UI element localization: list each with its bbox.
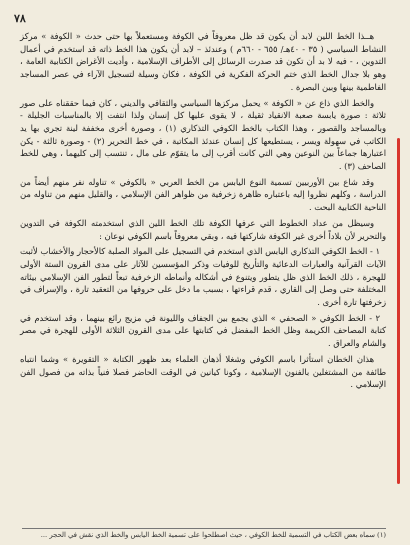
- paragraph-5: ١ - الخط الكوفي التذكاري اليابس الذي استخدم في التسجيل على المواد الصلبة كالأحجار والأخشاب لأثبت الآيات القرآنية والعبارات الدعائية والتأريخ للوفيات وذكر المؤسسين للآثار على مدى القرون الستة الأولى للهجرة ، ذلك الخط الذي ظل يتطور ويتنوع في أشكاله وأنماطه الزخرفية تبعاً لتطور الفن الإسلامي بيئاته المختلفة حتى وصل إلى القاري ، قدم قراءتها ، بسبب ما دخل على حروفها من التعقيد تارة ، والإسراف في زخرفتها تارة أخرى .: [20, 246, 386, 308]
- paragraph-6: ٢ - الخط الكوفي « الصحفي » الذي يجمع بين الجفاف والليونة في مزيج رائع بينهما ، وقد استخدم في كتابة المصاحف الكريمة وظل الخط المفضل في كتابتها على مدى القرون الثلاثة الأولى للهجرة في مصر والشام والعراق .: [20, 312, 386, 349]
- paragraph-1: هــذا الخط اللين لابد أن يكون قد ظل معروفاً في الكوفة ومستعملاً بها حتى حدث « الكوفة » مركز النشاط السياسي ( ٣٥ - ٤٠هـ/ ٦٥٥ - ٦٦٠م ) وعندئذ – لابد أن يكون هذا الخط ذاته قد استخدم في أعمال التدوين ، - فيه لا بد أن تكون قد صدرت الرسائل إلى الأطراف الإسلامية ، وأديت الأغراض الكتابية العامة ، وهو بلا جدال الخط الذي ختم الحركة الفكرية في الكوفة ، فكان وسيلة لتسجيل الآراء في عصر المساجد الفاطمية بينها وبين البصرة .: [20, 31, 386, 92]
- paragraph-2: والخط الذي ذاع عن « الكوفة » يحمل مركزها السياسي والثقافي والديني ، كان فيما حققناه على صور ثلاثة : صورة يابسة صعبة الانقياد ثقيلة ، لا يقوى عليها كل إنسان ولذا انتفت إلا بالمناسبات الجليلة - وبالمساجد والقصور ، وهذا الكتاب بالخط الكوفي التذكاري (١) ، وصورة أخرى مخففة لينة تجري بها يد الكاتب في سهولة ويسر ، يستطيعها كل إنسان عندئذ المكاتبة ، في خط التحرير (٢) - وصورة ثالثة - يكن اعتبارها جماعاً بين النوعين وهي التي كانت أقرب إلى ما يتقوّم على مال ، تنتسب إلى كليهما ، وهي للخط الصاحف (٣) .: [20, 97, 386, 172]
- margin-highlight-bar: [397, 138, 400, 484]
- paragraph-4: وسيظل من عداد الخطوط التي عرفها الكوفة تلك الخط اللين الذي استخدمته الكوفة في التدوين والتحرير لأن بلاداً أخرى غير الكوفة شاركتها فيه ، وبقي معروفاً باسم الكوفي نوعان :: [20, 217, 386, 241]
- footnote-divider: [22, 528, 386, 529]
- paragraph-3: وقد شاع بين الأوربيين تسمية النوع اليابس من الخط العربي « بالكوفي » تناوله نفر منهم أيضاً من الدراسة ، وكلهم نظروا إليه باعتباره ظاهرة زخرفية من ظواهر الفن الإسلامي ، والقليل منهم من تناوله من الناحية الكتابية البحت .: [20, 176, 386, 213]
- paragraph-7: هذان الخطان استأثرا باسم الكوفي وشغلا أذهان العلماء بعد ظهور الكتابة « التقويرة » وشما انتباه طائفة من المشتغلين بالفنون الإسلامية ، وكونا كيانين في الوقت الحاضر فصلا فنياً بذاته من فصول الفن الإسلامي .: [20, 353, 386, 390]
- body-text: [20, 30, 386, 394]
- footnote: (١) سماه بعض الكتاب في التسمية للخط الكوفي ، حيث اصطلحوا على تسمية الخط اليابس والخط الذي نقش في الحجر ...: [40, 531, 386, 539]
- page-number: ٧٨: [14, 12, 26, 25]
